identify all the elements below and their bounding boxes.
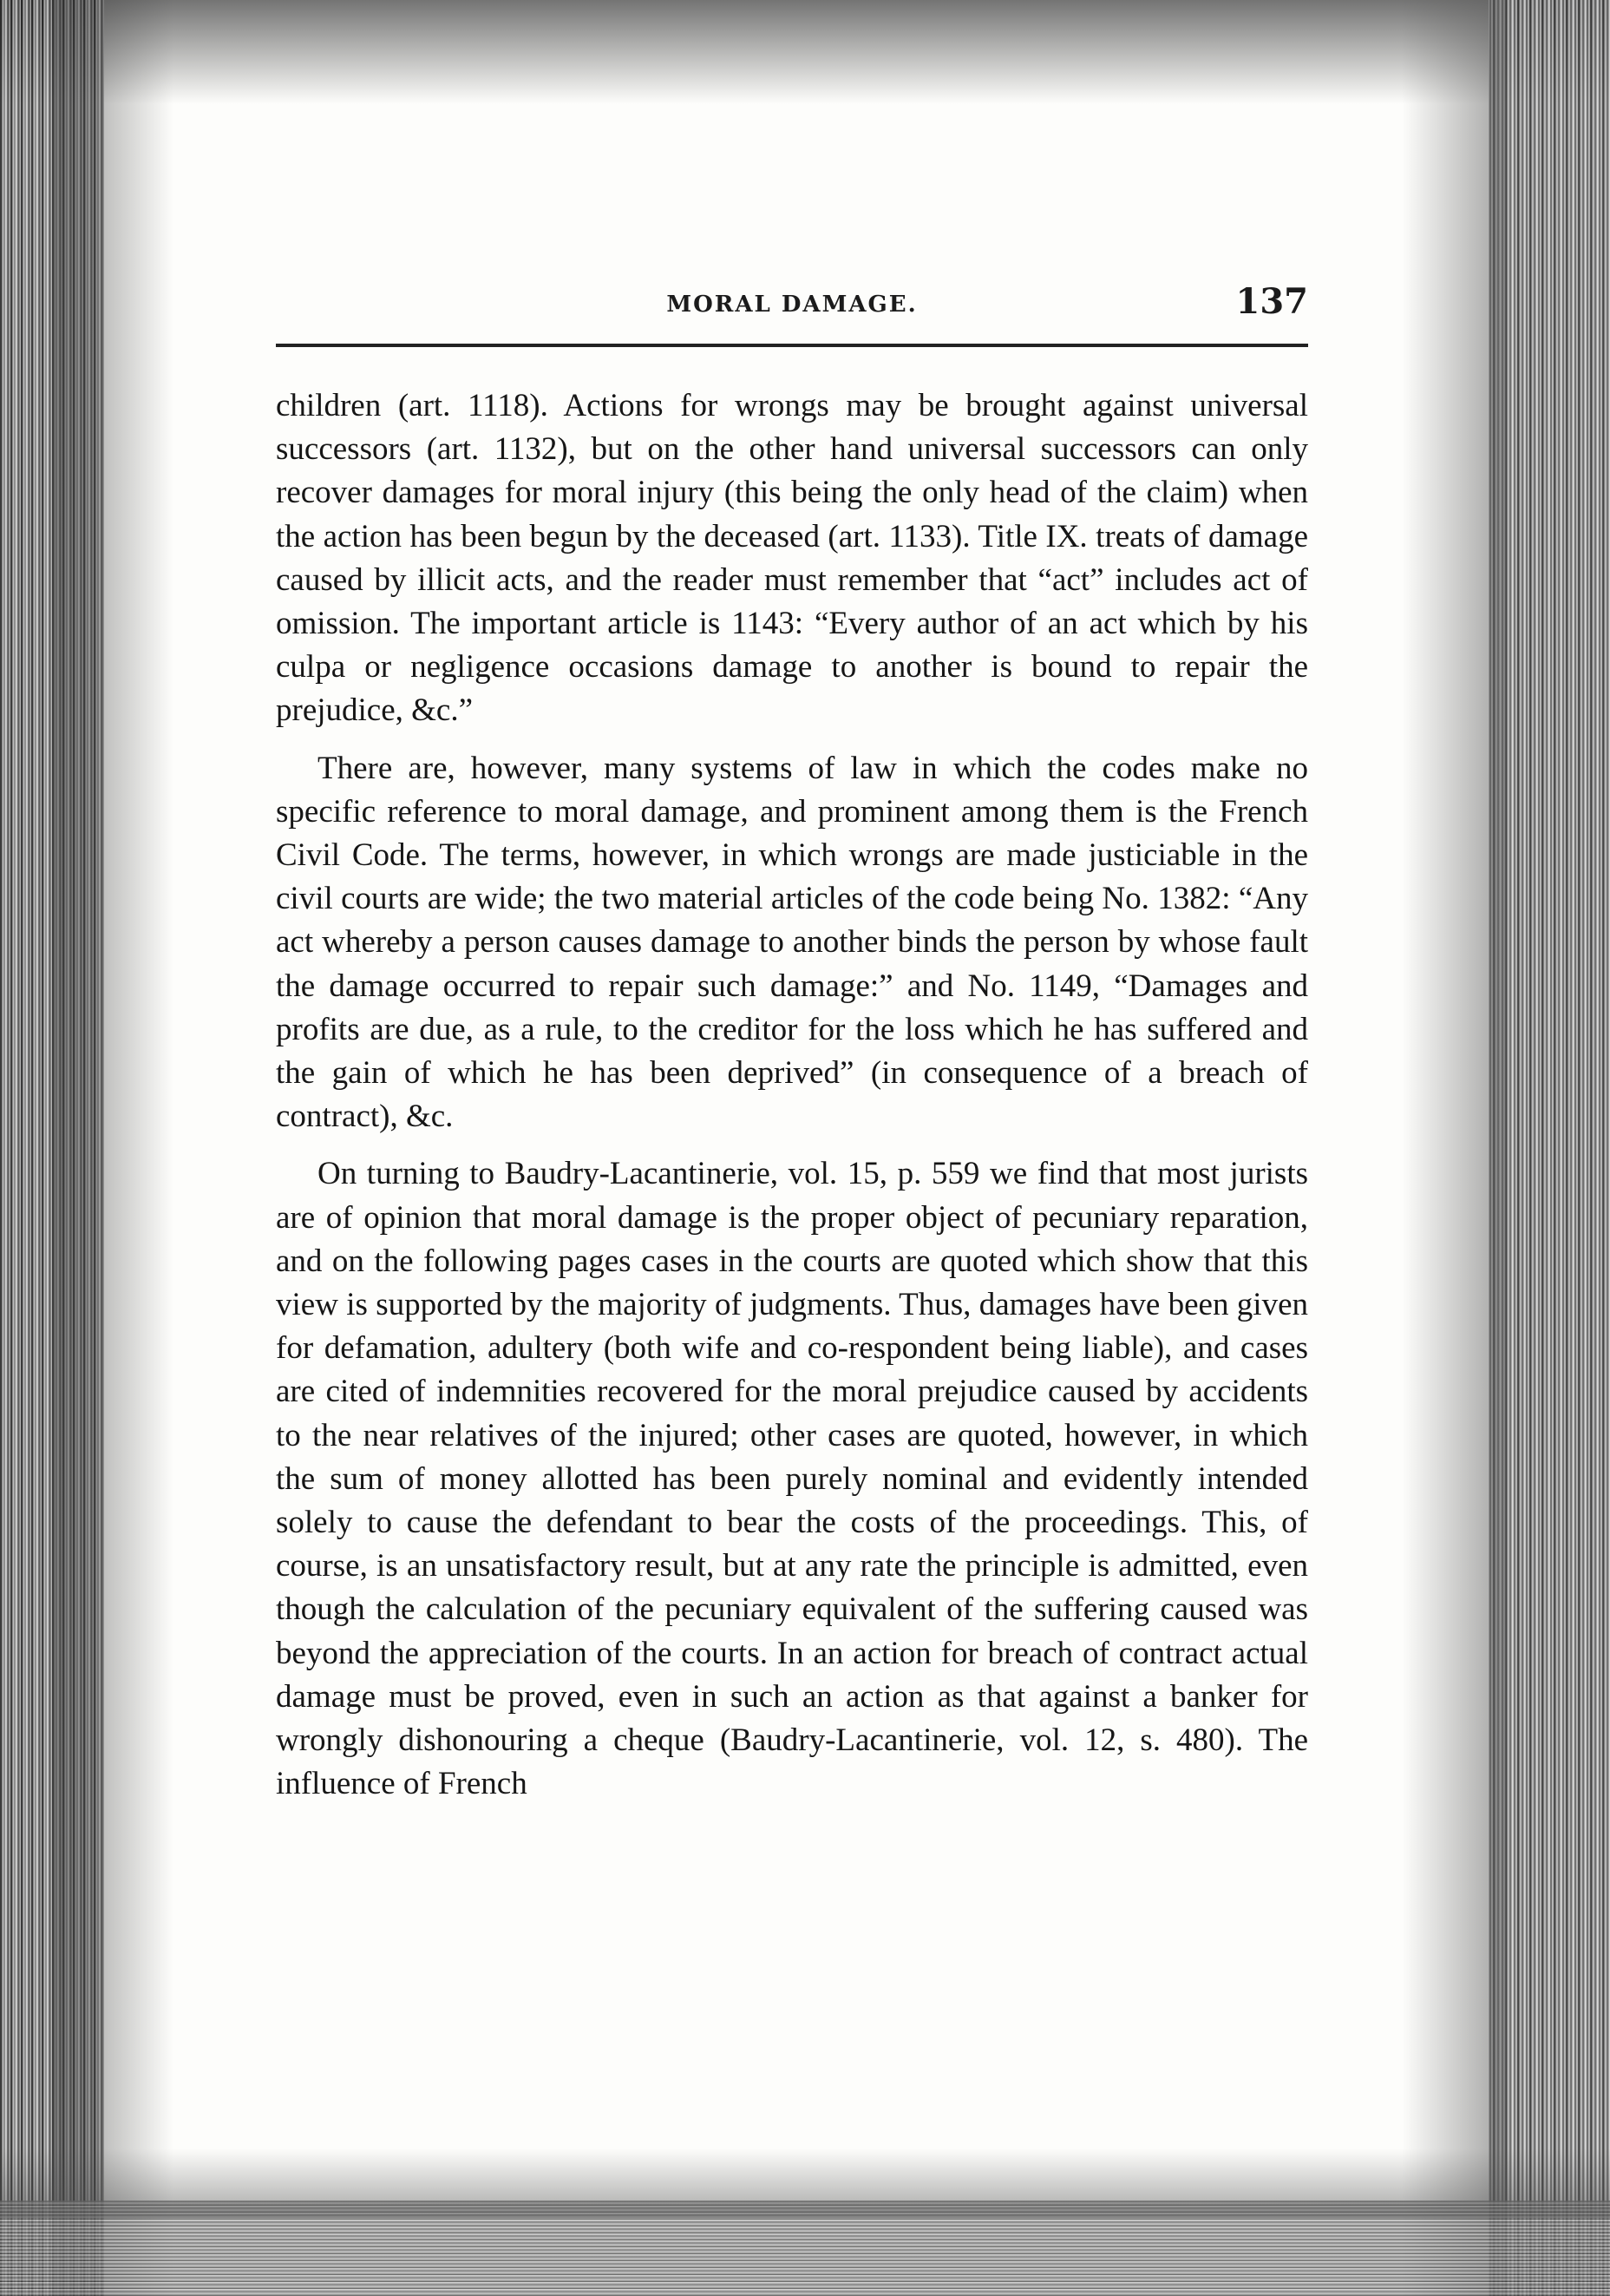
- paragraph-2: There are, however, many systems of law in which the codes make no specific reference to moral damage, and prominent among them is the French Civil Code. The terms, however, in which wrongs are made justiciable in the civil courts are wide; the two material articles of the code being No. 1382: “Any act whereby a person causes damage to another binds the person by whose fault the damage occurred to repair such damage:” and No. 1149, “Damages and profits are due, as a rule, to the creditor for the loss which he has suffered and the gain of which he has been deprived” (in consequence of a breach of contract), &c.: [276, 750, 1308, 1135]
- header-rule: [276, 344, 1308, 347]
- paragraph-3: On turning to Baudry-Lacantinerie, vol. 15, p. 559 we find that most jurists are of opinion that moral damage is the proper object of pecuniary reparation, and on the following pages cases in the courts are quoted which show that this view is supported by the majority of judgments. Thus, damages have been given for defamation, adultery (both wife and co-respondent being liable), and cases are cited of indemnities recovered for the moral prejudice caused by accidents to the near relatives of the injured; other cases are quoted, however, in which the sum of money allotted has been purely nominal and evidently intended solely to cause the defendant to bear the costs of the proceedings. This, of course, is an unsatisfactory result, but at any rate the principle is admitted, even though the calculation of the pecuniary equivalent of the suffering caused was beyond the appreciation of the courts. In an action for breach of contract actual damage must be proved, even in such an action as that against a banker for wrongly dishonouring a cheque (Baudry-Lacantinerie, vol. 12, s. 480). The influence of French: [276, 1156, 1308, 1802]
- paragraph-1: children (art. 1118). Actions for wrongs may be brought against universal successors (art. 1132), but on the other hand universal successors can only recover damages for moral injury (this being the only head of the claim) when the action has been begun by the deceased (art. 1133). Title IX. treats of damage caused by illicit acts, and the reader must remember that “act” includes act of omission. The important article is 1143: “Every author of an act which by his culpa or negligence occasions damage to another is bound to repair the prejudice, &c.”: [276, 388, 1308, 729]
- scan-edge-right: [1489, 0, 1610, 2296]
- running-title: MORAL DAMAGE.: [666, 292, 918, 318]
- scan-shadow-bottom: [0, 2148, 1610, 2218]
- scan-edge-top: [0, 0, 1610, 104]
- scan-shadow-right: [1402, 0, 1506, 2296]
- scan-shadow-left: [52, 0, 173, 2296]
- page-number: 137: [1235, 281, 1308, 322]
- body-text: [276, 384, 1308, 1820]
- running-head: [276, 276, 1308, 328]
